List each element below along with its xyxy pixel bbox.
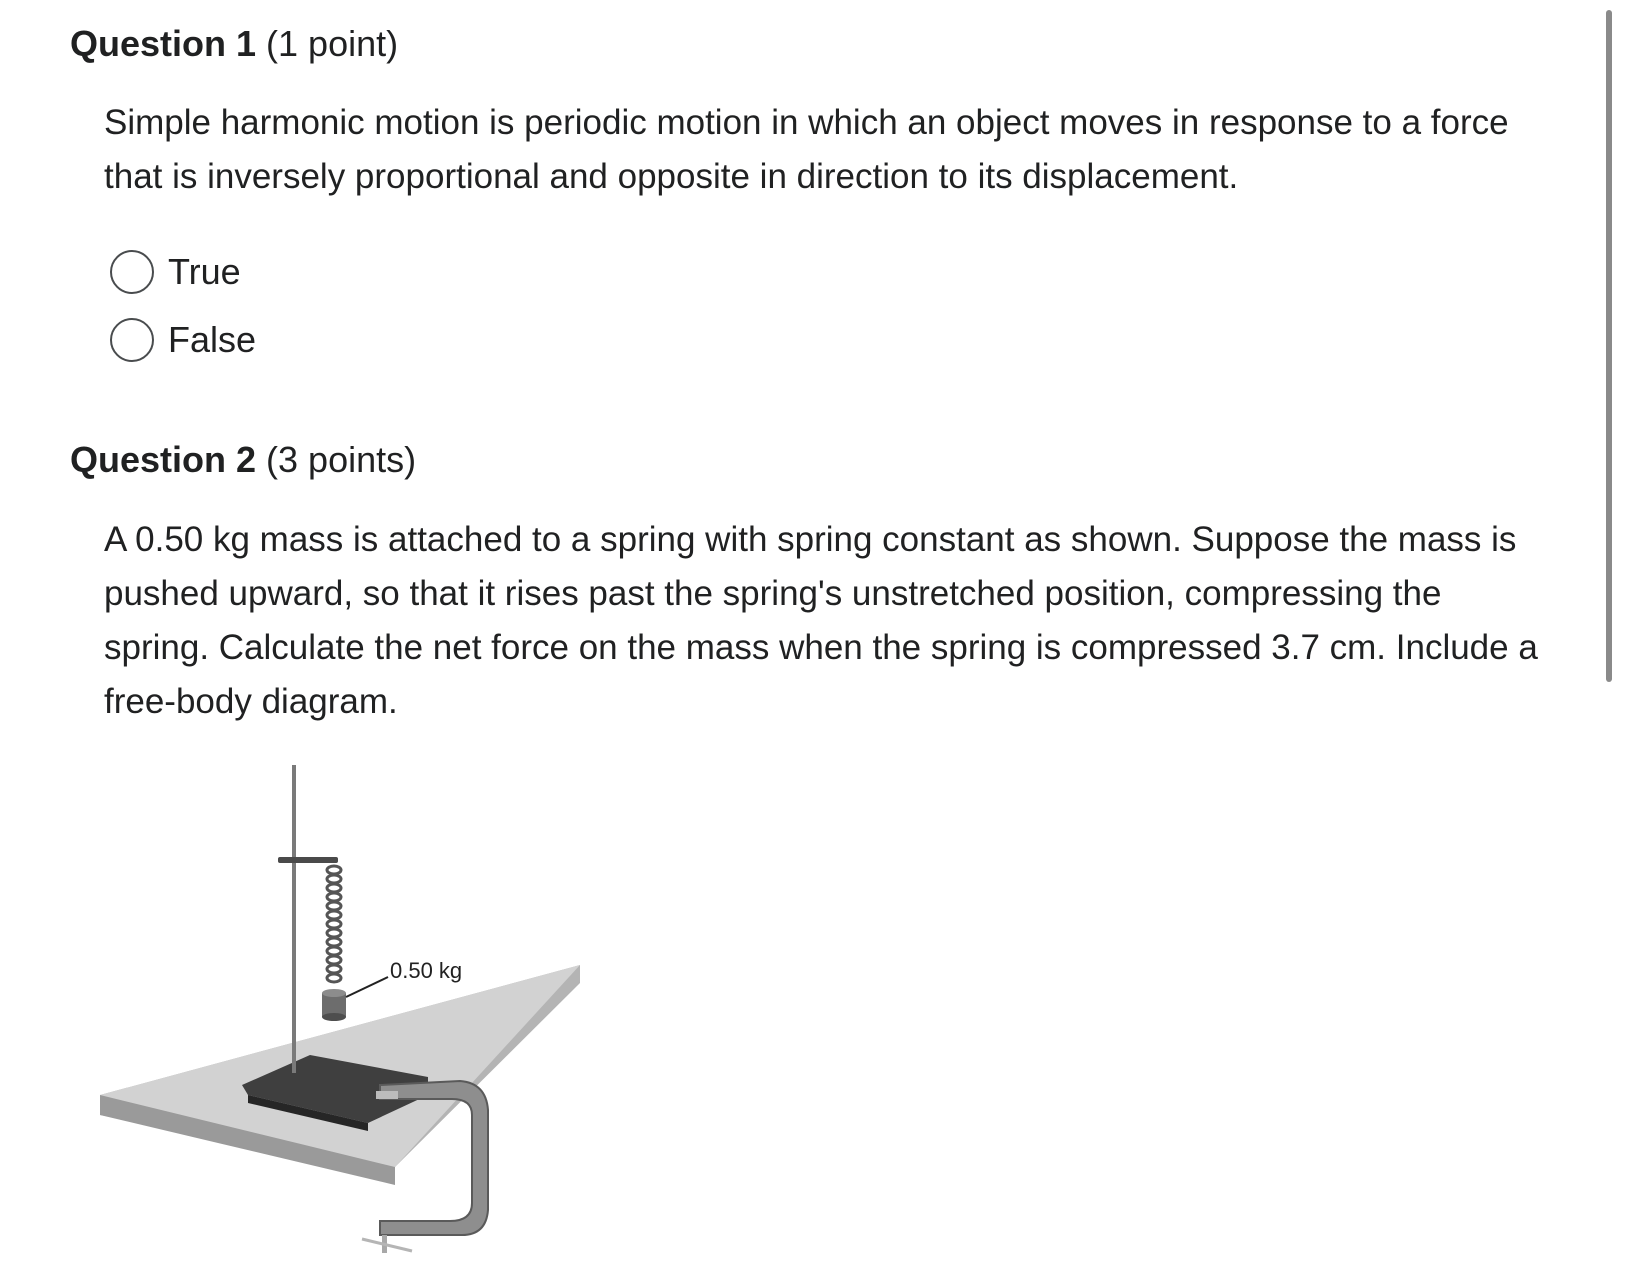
- spring-mass-figure: [100, 765, 580, 1255]
- question-2-number: Question 2: [70, 439, 257, 480]
- mass-label: 0.50 kg: [390, 958, 463, 983]
- question-1-number: Question 1: [70, 23, 257, 64]
- radio-false[interactable]: [110, 318, 154, 362]
- option-true[interactable]: [110, 250, 241, 294]
- option-false-label: False: [168, 319, 257, 360]
- question-1-text: Simple harmonic motion is periodic motion in which an object moves in response to a force that is inversely proportional and opposite in direction to its displacement.: [104, 103, 1509, 196]
- question-1-heading: [70, 22, 398, 66]
- option-true-label: True: [168, 251, 241, 292]
- option-false[interactable]: [110, 318, 256, 362]
- stand-rod: [292, 765, 296, 1073]
- scrollbar[interactable]: [1606, 10, 1612, 682]
- spring: [327, 866, 341, 982]
- question-2-points: (3 points): [266, 439, 417, 480]
- radio-true[interactable]: [110, 250, 154, 294]
- question-2-text: A 0.50 kg mass is attached to a spring with spring constant as shown. Suppose the mass is pushed upward, so that it rises past the spring's unstretched position, compressing the spring. Calculate the net force on the mass when the spring is compressed 3.7 cm. Include a free-body diagram.: [104, 520, 1538, 721]
- mass-block: [322, 989, 346, 1021]
- clamp-arm: [278, 857, 338, 863]
- question-1-points: (1 point): [266, 23, 399, 64]
- question-2-heading: [70, 438, 416, 482]
- mass-label-leader: [346, 977, 388, 997]
